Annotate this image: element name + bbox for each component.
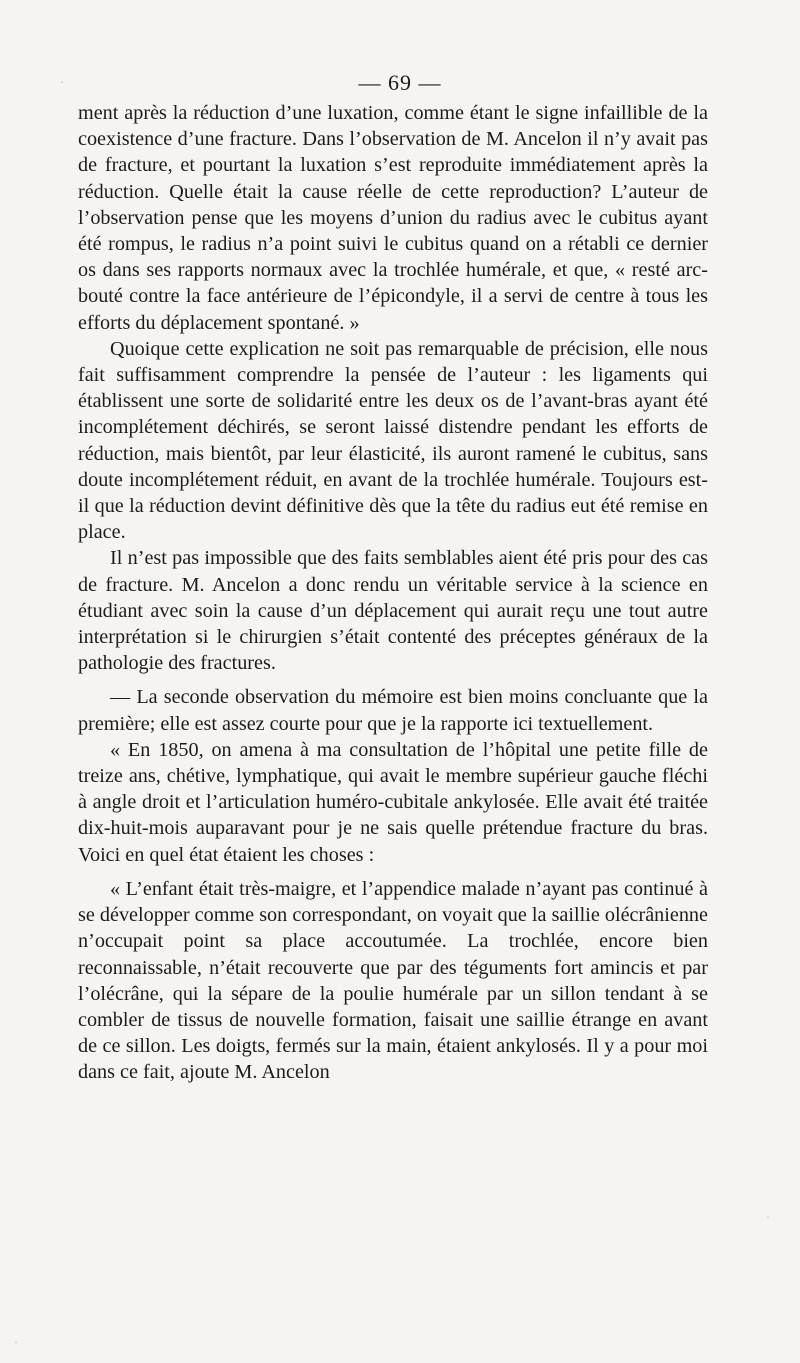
paragraph-quote-child: « L’enfant était très-maigre, et l’appendice malade n’ayant pas continué à se développer comme son correspondant, on voyait que la saillie olécrânienne n’occupait point sa place accoutumée. La trochlée, encore bien reconnaissable, n’était recouverte que par des téguments fort amincis et par l’olécrâne, qui la sépare de la poulie humérale par un sillon tendant à se combler de tissus de nouvelle formation, faisait une saillie étrange en avant de ce sillon. Les doigts, fermés sur la main, étaient ankylosés. Il y a pour moi dans ce fait, ajoute M. Ancelon: [78, 877, 708, 1084]
body-text: [78, 100, 708, 1086]
paper-speck: ·: [14, 1335, 18, 1349]
paragraph-explanation: Quoique cette explication ne soit pas remarquable de précision, elle nous fait suffisamment comprendre la pensée de l’auteur : les ligaments qui établissent une sorte de solidarité entre les deux os de l’avant-bras ayant été incomplétement déchirés, se seront laissé distendre pendant les efforts de réduction, mais bientôt, par leur élasticité, ils auront ramené le cubitus, sans doute incomplétement réduit, en avant de la trochlée humérale. Toujours est-il que la réduction devint définitive dès que la tête du radius eut été remise en place.: [78, 337, 708, 544]
page-number: — 69 —: [358, 70, 442, 95]
paragraph-second-observation: — La seconde observation du mémoire est bien moins concluante que la première; elle est assez courte pour que je la rapporte ici textuellement.: [78, 686, 708, 735]
paragraph-continuation: ment après la réduction d’une luxation, comme étant le signe infaillible de la coexistence d’une fracture. Dans l’observation de M. Ancelon il n’y avait pas de fracture, et pourtant la luxation s’est reproduite immédiatement après la réduction. Quelle était la cause réelle de cette reproduction? L’auteur de l’observation pense que les moyens d’union du radius avec le cubitus ayant été rompus, le radius n’a point suivi le cubitus quand on a rétabli ce dernier os dans ses rapports normaux avec la trochlée humérale, et que, « resté arc-bouté contre la face antérieure de l’épicondyle, il a servi de centre à tous les efforts du déplacement spontané. »: [78, 102, 708, 334]
paper-speck: ·: [60, 75, 64, 89]
paragraph-fracture-cases: Il n’est pas impossible que des faits semblables aient été pris pour des cas de fracture. M. Ancelon a donc rendu un véritable service à la science en étudiant avec soin la cause d’un déplacement qui aurait reçu une tout autre interprétation si le chirurgien s’était contenté des préceptes généraux de la pathologie des fractures.: [78, 547, 708, 675]
paper-speck: ·: [766, 1210, 770, 1224]
paragraph-quote-consultation: « En 1850, on amena à ma consultation de l’hôpital une petite fille de treize ans, chétive, lymphatique, qui avait le membre supérieur gauche fléchi à angle droit et l’articulation huméro-cubitale ankylosée. Elle avait été traitée dix-huit-mois auparavant pour je ne sais quelle prétendue fracture du bras. Voici en quel état étaient les choses :: [78, 738, 708, 866]
